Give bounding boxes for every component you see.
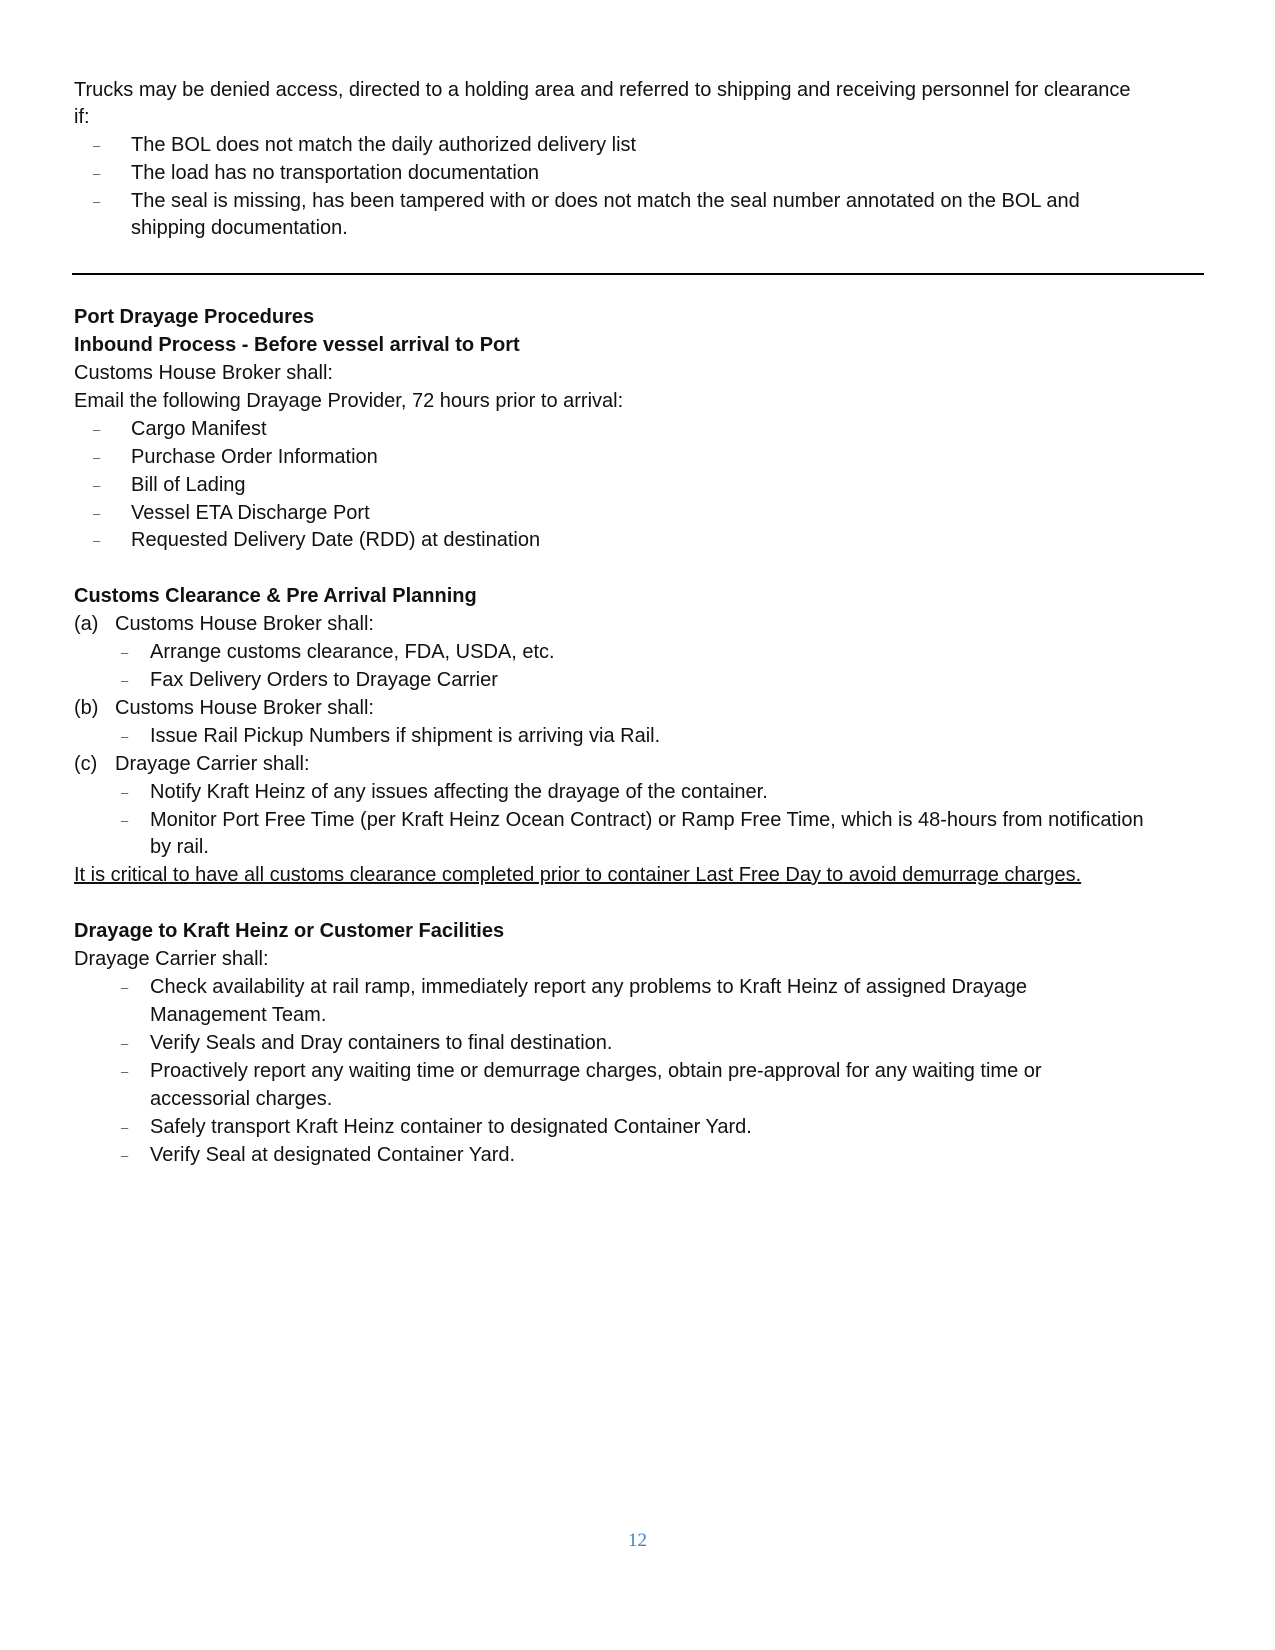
dash-bullet-icon: –: [121, 1036, 129, 1051]
list-item: Purchase Order Information: [131, 446, 378, 468]
dash-bullet-icon: –: [93, 194, 101, 209]
page-number: 12: [628, 1530, 647, 1551]
dash-bullet-icon: –: [93, 450, 101, 465]
dash-bullet-icon: –: [121, 1120, 129, 1135]
list-label: (a): [74, 613, 99, 635]
list-item: Bill of Lading: [131, 474, 246, 496]
dash-bullet-icon: –: [93, 422, 101, 437]
paragraph-line: Drayage Carrier shall:: [74, 948, 269, 970]
list-item: Check availability at rail ramp, immediately report any problems to Kraft Heinz of assigned Drayage: [150, 976, 1028, 998]
list-item-continuation: shipping documentation.: [131, 217, 348, 239]
list-item: Safely transport Kraft Heinz container to designated Container Yard.: [150, 1116, 752, 1138]
list-item: Proactively report any waiting time or demurrage charges, obtain pre-approval for any waiting time or: [150, 1060, 1042, 1082]
list-item: Customs House Broker shall:: [115, 697, 374, 719]
list-item: Issue Rail Pickup Numbers if shipment is arriving via Rail.: [150, 725, 661, 747]
list-item-continuation: accessorial charges.: [150, 1088, 333, 1110]
list-label: (c): [74, 753, 98, 775]
dash-bullet-icon: –: [121, 1064, 129, 1079]
section-heading: Drayage to Kraft Heinz or Customer Facilities: [74, 920, 505, 942]
section-heading: Port Drayage Procedures: [74, 306, 315, 328]
list-item: The load has no transportation documentation: [131, 162, 540, 184]
list-item: Arrange customs clearance, FDA, USDA, etc.: [150, 641, 555, 663]
dash-bullet-icon: –: [121, 673, 129, 688]
list-item: Notify Kraft Heinz of any issues affecting the drayage of the container.: [150, 781, 768, 803]
intro-paragraph-line: Trucks may be denied access, directed to a holding area and referred to shipping and receiving personnel for clearance: [74, 79, 1131, 101]
dash-bullet-icon: –: [121, 1148, 129, 1163]
list-label: (b): [74, 697, 99, 719]
critical-note: It is critical to have all customs clearance completed prior to container Last Free Day to avoid demurrage charges.: [74, 864, 1082, 886]
list-item: Cargo Manifest: [131, 418, 267, 440]
dash-bullet-icon: –: [93, 138, 101, 153]
list-item-continuation: by rail.: [150, 836, 209, 858]
section-subheading: Inbound Process - Before vessel arrival to Port: [74, 334, 520, 356]
dash-bullet-icon: –: [93, 506, 101, 521]
section-heading: Customs Clearance & Pre Arrival Planning: [74, 585, 477, 607]
dash-bullet-icon: –: [121, 785, 129, 800]
list-item: Customs House Broker shall:: [115, 613, 374, 635]
list-item: Fax Delivery Orders to Drayage Carrier: [150, 669, 498, 691]
list-item: Requested Delivery Date (RDD) at destination: [131, 529, 541, 551]
list-item: Verify Seals and Dray containers to final destination.: [150, 1032, 613, 1054]
paragraph-line: Customs House Broker shall:: [74, 362, 333, 384]
list-item: Verify Seal at designated Container Yard.: [150, 1144, 516, 1166]
dash-bullet-icon: –: [121, 813, 129, 828]
list-item: Vessel ETA Discharge Port: [131, 502, 370, 524]
paragraph-line: Email the following Drayage Provider, 72 hours prior to arrival:: [74, 390, 624, 412]
dash-bullet-icon: –: [93, 166, 101, 181]
intro-paragraph-line: if:: [74, 106, 90, 128]
list-item: Drayage Carrier shall:: [115, 753, 310, 775]
dash-bullet-icon: –: [121, 729, 129, 744]
list-item: Monitor Port Free Time (per Kraft Heinz Ocean Contract) or Ramp Free Time, which is 48-hours from notification: [150, 809, 1144, 831]
dash-bullet-icon: –: [121, 980, 129, 995]
dash-bullet-icon: –: [93, 478, 101, 493]
list-item-continuation: Management Team.: [150, 1004, 327, 1026]
list-item: The BOL does not match the daily authorized delivery list: [131, 134, 637, 156]
list-item: The seal is missing, has been tampered with or does not match the seal number annotated on the BOL and: [131, 190, 1080, 212]
dash-bullet-icon: –: [93, 533, 101, 548]
horizontal-divider: [72, 273, 1204, 275]
dash-bullet-icon: –: [121, 645, 129, 660]
